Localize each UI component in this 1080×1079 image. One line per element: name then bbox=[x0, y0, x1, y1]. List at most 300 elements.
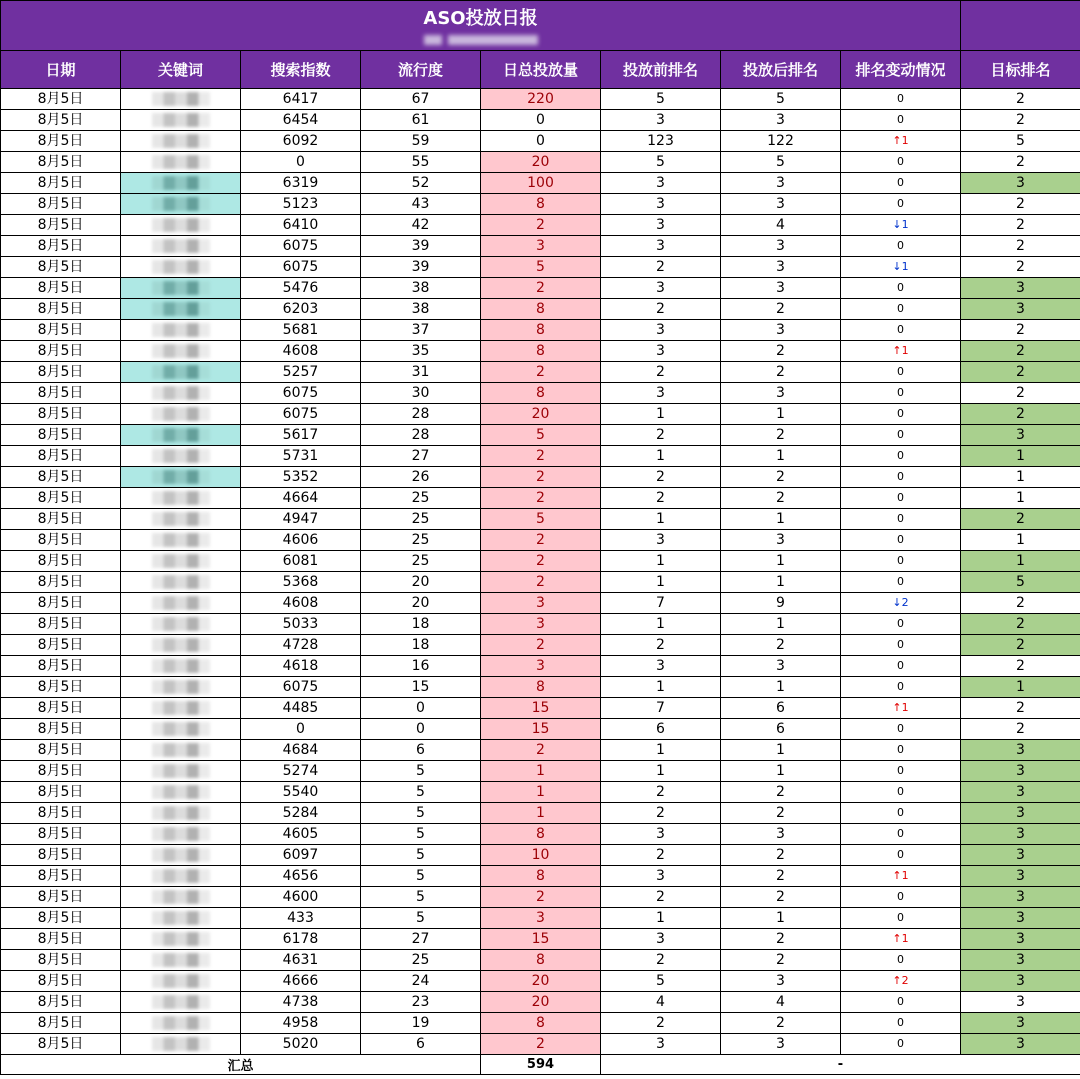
rank-change-cell bbox=[841, 446, 961, 467]
table-row bbox=[1, 89, 1080, 110]
search-index-cell: 4608 bbox=[241, 341, 361, 362]
target-rank-cell: 3 bbox=[961, 803, 1080, 824]
table-row bbox=[1, 362, 1080, 383]
rank-after-cell: 2 bbox=[721, 782, 841, 803]
search-index-cell: 6075 bbox=[241, 257, 361, 278]
rank-after-cell: 6 bbox=[721, 698, 841, 719]
rank-after-cell: 3 bbox=[721, 320, 841, 341]
popularity-cell: 20 bbox=[361, 593, 481, 614]
search-index-cell: 4631 bbox=[241, 950, 361, 971]
table-row bbox=[1, 530, 1080, 551]
redacted-keyword bbox=[152, 155, 210, 169]
target-rank-cell: 3 bbox=[961, 845, 1080, 866]
popularity-cell: 67 bbox=[361, 89, 481, 110]
rank-change-cell bbox=[841, 719, 961, 740]
date-cell: 8月5日 bbox=[1, 362, 121, 383]
keyword-cell bbox=[121, 488, 241, 509]
target-rank-cell: 3 bbox=[961, 782, 1080, 803]
search-index-cell: 5731 bbox=[241, 446, 361, 467]
date-cell: 8月5日 bbox=[1, 89, 121, 110]
table-row bbox=[1, 446, 1080, 467]
redacted-keyword bbox=[152, 827, 210, 841]
date-cell: 8月5日 bbox=[1, 761, 121, 782]
rank-after-cell: 1 bbox=[721, 509, 841, 530]
daily-volume-cell: 15 bbox=[481, 698, 601, 719]
target-rank-cell: 2 bbox=[961, 341, 1080, 362]
daily-volume-cell: 3 bbox=[481, 656, 601, 677]
daily-volume-cell: 8 bbox=[481, 677, 601, 698]
popularity-cell: 5 bbox=[361, 845, 481, 866]
redacted-keyword bbox=[152, 680, 210, 694]
popularity-cell: 5 bbox=[361, 761, 481, 782]
rank-before-cell: 1 bbox=[601, 677, 721, 698]
rank-change-value: 0 bbox=[897, 113, 904, 126]
daily-volume-cell: 8 bbox=[481, 299, 601, 320]
daily-volume-cell: 20 bbox=[481, 971, 601, 992]
date-cell: 8月5日 bbox=[1, 152, 121, 173]
target-rank-cell: 5 bbox=[961, 572, 1080, 593]
redacted-keyword bbox=[152, 743, 210, 757]
report-title: ASO投放日报 bbox=[423, 7, 538, 29]
keyword-cell bbox=[121, 173, 241, 194]
target-rank-cell: 3 bbox=[961, 299, 1080, 320]
redacted-keyword bbox=[152, 92, 210, 106]
search-index-cell: 6075 bbox=[241, 236, 361, 257]
keyword-cell bbox=[121, 152, 241, 173]
search-index-cell: 5368 bbox=[241, 572, 361, 593]
daily-volume-cell: 5 bbox=[481, 509, 601, 530]
rank-after-cell: 1 bbox=[721, 572, 841, 593]
daily-volume-cell: 2 bbox=[481, 551, 601, 572]
redacted-keyword bbox=[152, 365, 210, 379]
target-rank-cell: 2 bbox=[961, 635, 1080, 656]
summary-label: 汇总 bbox=[1, 1055, 481, 1075]
rank-change-value: ↑1 bbox=[892, 932, 909, 945]
rank-change-value: ↑1 bbox=[892, 869, 909, 882]
target-rank-cell: 1 bbox=[961, 488, 1080, 509]
daily-volume-cell: 2 bbox=[481, 530, 601, 551]
popularity-cell: 35 bbox=[361, 341, 481, 362]
date-cell: 8月5日 bbox=[1, 341, 121, 362]
date-cell: 8月5日 bbox=[1, 299, 121, 320]
popularity-cell: 28 bbox=[361, 404, 481, 425]
daily-volume-cell: 8 bbox=[481, 866, 601, 887]
table-row bbox=[1, 341, 1080, 362]
daily-volume-cell: 20 bbox=[481, 404, 601, 425]
search-index-cell: 4947 bbox=[241, 509, 361, 530]
daily-volume-cell: 2 bbox=[481, 1034, 601, 1055]
popularity-cell: 23 bbox=[361, 992, 481, 1013]
rank-change-cell bbox=[841, 1013, 961, 1034]
table-row bbox=[1, 677, 1080, 698]
rank-change-cell bbox=[841, 761, 961, 782]
keyword-cell bbox=[121, 614, 241, 635]
popularity-cell: 25 bbox=[361, 530, 481, 551]
daily-volume-cell: 2 bbox=[481, 635, 601, 656]
redacted-keyword bbox=[152, 890, 210, 904]
table-row bbox=[1, 152, 1080, 173]
redacted-keyword bbox=[152, 764, 210, 778]
daily-volume-cell: 2 bbox=[481, 488, 601, 509]
keyword-cell bbox=[121, 236, 241, 257]
keyword-cell bbox=[121, 278, 241, 299]
date-cell: 8月5日 bbox=[1, 488, 121, 509]
date-cell: 8月5日 bbox=[1, 950, 121, 971]
daily-volume-cell: 8 bbox=[481, 341, 601, 362]
redacted-keyword bbox=[152, 953, 210, 967]
rank-before-cell: 7 bbox=[601, 593, 721, 614]
daily-volume-cell: 15 bbox=[481, 929, 601, 950]
popularity-cell: 59 bbox=[361, 131, 481, 152]
daily-volume-cell: 20 bbox=[481, 992, 601, 1013]
redacted-keyword bbox=[152, 575, 210, 589]
rank-before-cell: 3 bbox=[601, 194, 721, 215]
search-index-cell: 4958 bbox=[241, 1013, 361, 1034]
daily-volume-cell: 1 bbox=[481, 803, 601, 824]
keyword-cell bbox=[121, 1034, 241, 1055]
search-index-cell: 4728 bbox=[241, 635, 361, 656]
daily-volume-cell: 1 bbox=[481, 782, 601, 803]
rank-change-cell bbox=[841, 929, 961, 950]
redacted-keyword bbox=[152, 848, 210, 862]
date-cell: 8月5日 bbox=[1, 719, 121, 740]
title-side-cell bbox=[961, 1, 1080, 51]
keyword-cell bbox=[121, 740, 241, 761]
rank-change-cell bbox=[841, 551, 961, 572]
rank-change-cell bbox=[841, 1034, 961, 1055]
keyword-cell bbox=[121, 110, 241, 131]
daily-volume-cell: 3 bbox=[481, 236, 601, 257]
table-row bbox=[1, 656, 1080, 677]
search-index-cell: 4684 bbox=[241, 740, 361, 761]
target-rank-cell: 1 bbox=[961, 530, 1080, 551]
table-row bbox=[1, 173, 1080, 194]
search-index-cell: 433 bbox=[241, 908, 361, 929]
rank-after-cell: 2 bbox=[721, 1013, 841, 1034]
keyword-cell bbox=[121, 929, 241, 950]
header-row bbox=[1, 51, 1080, 89]
target-rank-cell: 2 bbox=[961, 719, 1080, 740]
rank-before-cell: 2 bbox=[601, 803, 721, 824]
rank-before-cell: 3 bbox=[601, 383, 721, 404]
rank-change-cell bbox=[841, 656, 961, 677]
rank-change-cell bbox=[841, 908, 961, 929]
rank-after-cell: 5 bbox=[721, 152, 841, 173]
search-index-cell: 4664 bbox=[241, 488, 361, 509]
header-target-rank: 目标排名 bbox=[961, 51, 1080, 89]
rank-before-cell: 2 bbox=[601, 887, 721, 908]
target-rank-cell: 3 bbox=[961, 740, 1080, 761]
table-row bbox=[1, 320, 1080, 341]
keyword-cell bbox=[121, 383, 241, 404]
target-rank-cell: 1 bbox=[961, 551, 1080, 572]
date-cell: 8月5日 bbox=[1, 509, 121, 530]
search-index-cell: 6417 bbox=[241, 89, 361, 110]
redacted-keyword bbox=[152, 407, 210, 421]
table-row bbox=[1, 929, 1080, 950]
search-index-cell: 5274 bbox=[241, 761, 361, 782]
keyword-cell bbox=[121, 257, 241, 278]
rank-change-value: ↑1 bbox=[892, 344, 909, 357]
popularity-cell: 15 bbox=[361, 677, 481, 698]
rank-change-value: 0 bbox=[897, 554, 904, 567]
rank-before-cell: 1 bbox=[601, 572, 721, 593]
redacted-keyword bbox=[152, 806, 210, 820]
rank-change-cell bbox=[841, 509, 961, 530]
rank-change-value: 0 bbox=[897, 806, 904, 819]
search-index-cell: 5617 bbox=[241, 425, 361, 446]
search-index-cell: 5284 bbox=[241, 803, 361, 824]
rank-change-value: 0 bbox=[897, 617, 904, 630]
rank-after-cell: 3 bbox=[721, 383, 841, 404]
rank-before-cell: 3 bbox=[601, 110, 721, 131]
summary-dash: - bbox=[601, 1055, 1080, 1075]
search-index-cell: 4606 bbox=[241, 530, 361, 551]
search-index-cell: 5476 bbox=[241, 278, 361, 299]
rank-change-cell bbox=[841, 236, 961, 257]
rank-after-cell: 2 bbox=[721, 467, 841, 488]
daily-volume-cell: 2 bbox=[481, 215, 601, 236]
popularity-cell: 5 bbox=[361, 908, 481, 929]
table-row bbox=[1, 866, 1080, 887]
target-rank-cell: 3 bbox=[961, 1013, 1080, 1034]
rank-before-cell: 1 bbox=[601, 761, 721, 782]
rank-change-value: 0 bbox=[897, 995, 904, 1008]
rank-change-cell bbox=[841, 215, 961, 236]
target-rank-cell: 3 bbox=[961, 824, 1080, 845]
daily-volume-cell: 2 bbox=[481, 887, 601, 908]
date-cell: 8月5日 bbox=[1, 656, 121, 677]
rank-before-cell: 3 bbox=[601, 1034, 721, 1055]
rank-before-cell: 2 bbox=[601, 425, 721, 446]
search-index-cell: 4600 bbox=[241, 887, 361, 908]
search-index-cell: 4608 bbox=[241, 593, 361, 614]
target-rank-cell: 2 bbox=[961, 194, 1080, 215]
rank-after-cell: 5 bbox=[721, 89, 841, 110]
search-index-cell: 0 bbox=[241, 719, 361, 740]
date-cell: 8月5日 bbox=[1, 404, 121, 425]
popularity-cell: 37 bbox=[361, 320, 481, 341]
table-row bbox=[1, 215, 1080, 236]
daily-volume-cell: 2 bbox=[481, 740, 601, 761]
date-cell: 8月5日 bbox=[1, 425, 121, 446]
target-rank-cell: 3 bbox=[961, 866, 1080, 887]
popularity-cell: 42 bbox=[361, 215, 481, 236]
popularity-cell: 39 bbox=[361, 236, 481, 257]
rank-change-value: 0 bbox=[897, 785, 904, 798]
redacted-keyword bbox=[152, 554, 210, 568]
rank-after-cell: 2 bbox=[721, 887, 841, 908]
popularity-cell: 31 bbox=[361, 362, 481, 383]
rank-change-value: ↓1 bbox=[892, 218, 909, 231]
redacted-keyword bbox=[152, 659, 210, 673]
rank-change-cell bbox=[841, 152, 961, 173]
daily-volume-cell: 2 bbox=[481, 278, 601, 299]
keyword-cell bbox=[121, 950, 241, 971]
header-search-index: 搜索指数 bbox=[241, 51, 361, 89]
daily-volume-cell: 100 bbox=[481, 173, 601, 194]
table-row bbox=[1, 803, 1080, 824]
header-date: 日期 bbox=[1, 51, 121, 89]
rank-after-cell: 3 bbox=[721, 656, 841, 677]
title-row bbox=[1, 1, 1080, 51]
daily-volume-cell: 3 bbox=[481, 614, 601, 635]
rank-change-cell bbox=[841, 425, 961, 446]
search-index-cell: 6454 bbox=[241, 110, 361, 131]
target-rank-cell: 2 bbox=[961, 509, 1080, 530]
rank-after-cell: 1 bbox=[721, 614, 841, 635]
redacted-keyword bbox=[152, 134, 210, 148]
redacted-keyword bbox=[152, 302, 210, 316]
rank-change-cell bbox=[841, 572, 961, 593]
target-rank-cell: 3 bbox=[961, 929, 1080, 950]
rank-change-value: 0 bbox=[897, 302, 904, 315]
rank-change-value: 0 bbox=[897, 512, 904, 525]
date-cell: 8月5日 bbox=[1, 110, 121, 131]
rank-after-cell: 4 bbox=[721, 215, 841, 236]
target-rank-cell: 2 bbox=[961, 698, 1080, 719]
redacted-subtitle bbox=[424, 35, 442, 45]
popularity-cell: 38 bbox=[361, 299, 481, 320]
date-cell: 8月5日 bbox=[1, 257, 121, 278]
table-row bbox=[1, 194, 1080, 215]
target-rank-cell: 3 bbox=[961, 971, 1080, 992]
rank-change-cell bbox=[841, 320, 961, 341]
rank-after-cell: 3 bbox=[721, 194, 841, 215]
keyword-cell bbox=[121, 677, 241, 698]
popularity-cell: 16 bbox=[361, 656, 481, 677]
popularity-cell: 5 bbox=[361, 803, 481, 824]
rank-change-value: 0 bbox=[897, 323, 904, 336]
table-row bbox=[1, 131, 1080, 152]
rank-before-cell: 1 bbox=[601, 446, 721, 467]
redacted-keyword bbox=[152, 281, 210, 295]
rank-after-cell: 1 bbox=[721, 740, 841, 761]
rank-after-cell: 122 bbox=[721, 131, 841, 152]
rank-before-cell: 3 bbox=[601, 173, 721, 194]
keyword-cell bbox=[121, 404, 241, 425]
rank-change-value: 0 bbox=[897, 953, 904, 966]
rank-change-value: 0 bbox=[897, 1037, 904, 1050]
popularity-cell: 25 bbox=[361, 551, 481, 572]
popularity-cell: 19 bbox=[361, 1013, 481, 1034]
rank-change-cell bbox=[841, 110, 961, 131]
date-cell: 8月5日 bbox=[1, 929, 121, 950]
date-cell: 8月5日 bbox=[1, 194, 121, 215]
rank-change-cell bbox=[841, 803, 961, 824]
rank-before-cell: 2 bbox=[601, 1013, 721, 1034]
rank-change-cell bbox=[841, 845, 961, 866]
daily-volume-cell: 8 bbox=[481, 1013, 601, 1034]
popularity-cell: 25 bbox=[361, 950, 481, 971]
redacted-keyword bbox=[152, 239, 210, 253]
rank-before-cell: 1 bbox=[601, 509, 721, 530]
rank-change-value: 0 bbox=[897, 155, 904, 168]
rank-change-cell bbox=[841, 614, 961, 635]
rank-before-cell: 2 bbox=[601, 782, 721, 803]
rank-change-value: 0 bbox=[897, 638, 904, 651]
daily-volume-cell: 10 bbox=[481, 845, 601, 866]
keyword-cell bbox=[121, 887, 241, 908]
keyword-cell bbox=[121, 131, 241, 152]
keyword-cell bbox=[121, 803, 241, 824]
rank-before-cell: 3 bbox=[601, 278, 721, 299]
rank-change-cell bbox=[841, 194, 961, 215]
daily-volume-cell: 2 bbox=[481, 446, 601, 467]
target-rank-cell: 2 bbox=[961, 257, 1080, 278]
date-cell: 8月5日 bbox=[1, 887, 121, 908]
rank-after-cell: 3 bbox=[721, 110, 841, 131]
rank-before-cell: 2 bbox=[601, 257, 721, 278]
rank-after-cell: 1 bbox=[721, 677, 841, 698]
table-row bbox=[1, 635, 1080, 656]
header-rank-change: 排名变动情况 bbox=[841, 51, 961, 89]
rank-change-value: 0 bbox=[897, 239, 904, 252]
table-row bbox=[1, 1034, 1080, 1055]
table-row bbox=[1, 299, 1080, 320]
daily-volume-cell: 5 bbox=[481, 425, 601, 446]
summary-row bbox=[1, 1055, 1080, 1075]
rank-before-cell: 2 bbox=[601, 362, 721, 383]
rank-after-cell: 3 bbox=[721, 278, 841, 299]
keyword-cell bbox=[121, 908, 241, 929]
rank-before-cell: 2 bbox=[601, 635, 721, 656]
rank-change-value: 0 bbox=[897, 1016, 904, 1029]
date-cell: 8月5日 bbox=[1, 278, 121, 299]
rank-before-cell: 2 bbox=[601, 488, 721, 509]
rank-change-value: 0 bbox=[897, 722, 904, 735]
rank-before-cell: 1 bbox=[601, 404, 721, 425]
rank-change-cell bbox=[841, 362, 961, 383]
target-rank-cell: 3 bbox=[961, 908, 1080, 929]
popularity-cell: 5 bbox=[361, 866, 481, 887]
popularity-cell: 39 bbox=[361, 257, 481, 278]
rank-change-cell bbox=[841, 950, 961, 971]
search-index-cell: 4485 bbox=[241, 698, 361, 719]
popularity-cell: 52 bbox=[361, 173, 481, 194]
date-cell: 8月5日 bbox=[1, 383, 121, 404]
rank-change-cell bbox=[841, 887, 961, 908]
rank-after-cell: 1 bbox=[721, 908, 841, 929]
target-rank-cell: 3 bbox=[961, 1034, 1080, 1055]
rank-change-cell bbox=[841, 299, 961, 320]
redacted-keyword bbox=[152, 449, 210, 463]
popularity-cell: 5 bbox=[361, 824, 481, 845]
search-index-cell: 0 bbox=[241, 152, 361, 173]
keyword-cell bbox=[121, 1013, 241, 1034]
table-row bbox=[1, 593, 1080, 614]
redacted-keyword bbox=[152, 386, 210, 400]
date-cell: 8月5日 bbox=[1, 782, 121, 803]
rank-change-cell bbox=[841, 278, 961, 299]
rank-change-value: 0 bbox=[897, 92, 904, 105]
rank-before-cell: 3 bbox=[601, 530, 721, 551]
table-row bbox=[1, 404, 1080, 425]
target-rank-cell: 3 bbox=[961, 950, 1080, 971]
keyword-cell bbox=[121, 971, 241, 992]
rank-before-cell: 5 bbox=[601, 89, 721, 110]
rank-change-value: 0 bbox=[897, 428, 904, 441]
rank-change-value: 0 bbox=[897, 848, 904, 861]
keyword-cell bbox=[121, 362, 241, 383]
header-rank-before: 投放前排名 bbox=[601, 51, 721, 89]
table-row bbox=[1, 824, 1080, 845]
date-cell: 8月5日 bbox=[1, 824, 121, 845]
daily-volume-cell: 1 bbox=[481, 761, 601, 782]
popularity-cell: 5 bbox=[361, 782, 481, 803]
popularity-cell: 30 bbox=[361, 383, 481, 404]
rank-after-cell: 1 bbox=[721, 551, 841, 572]
